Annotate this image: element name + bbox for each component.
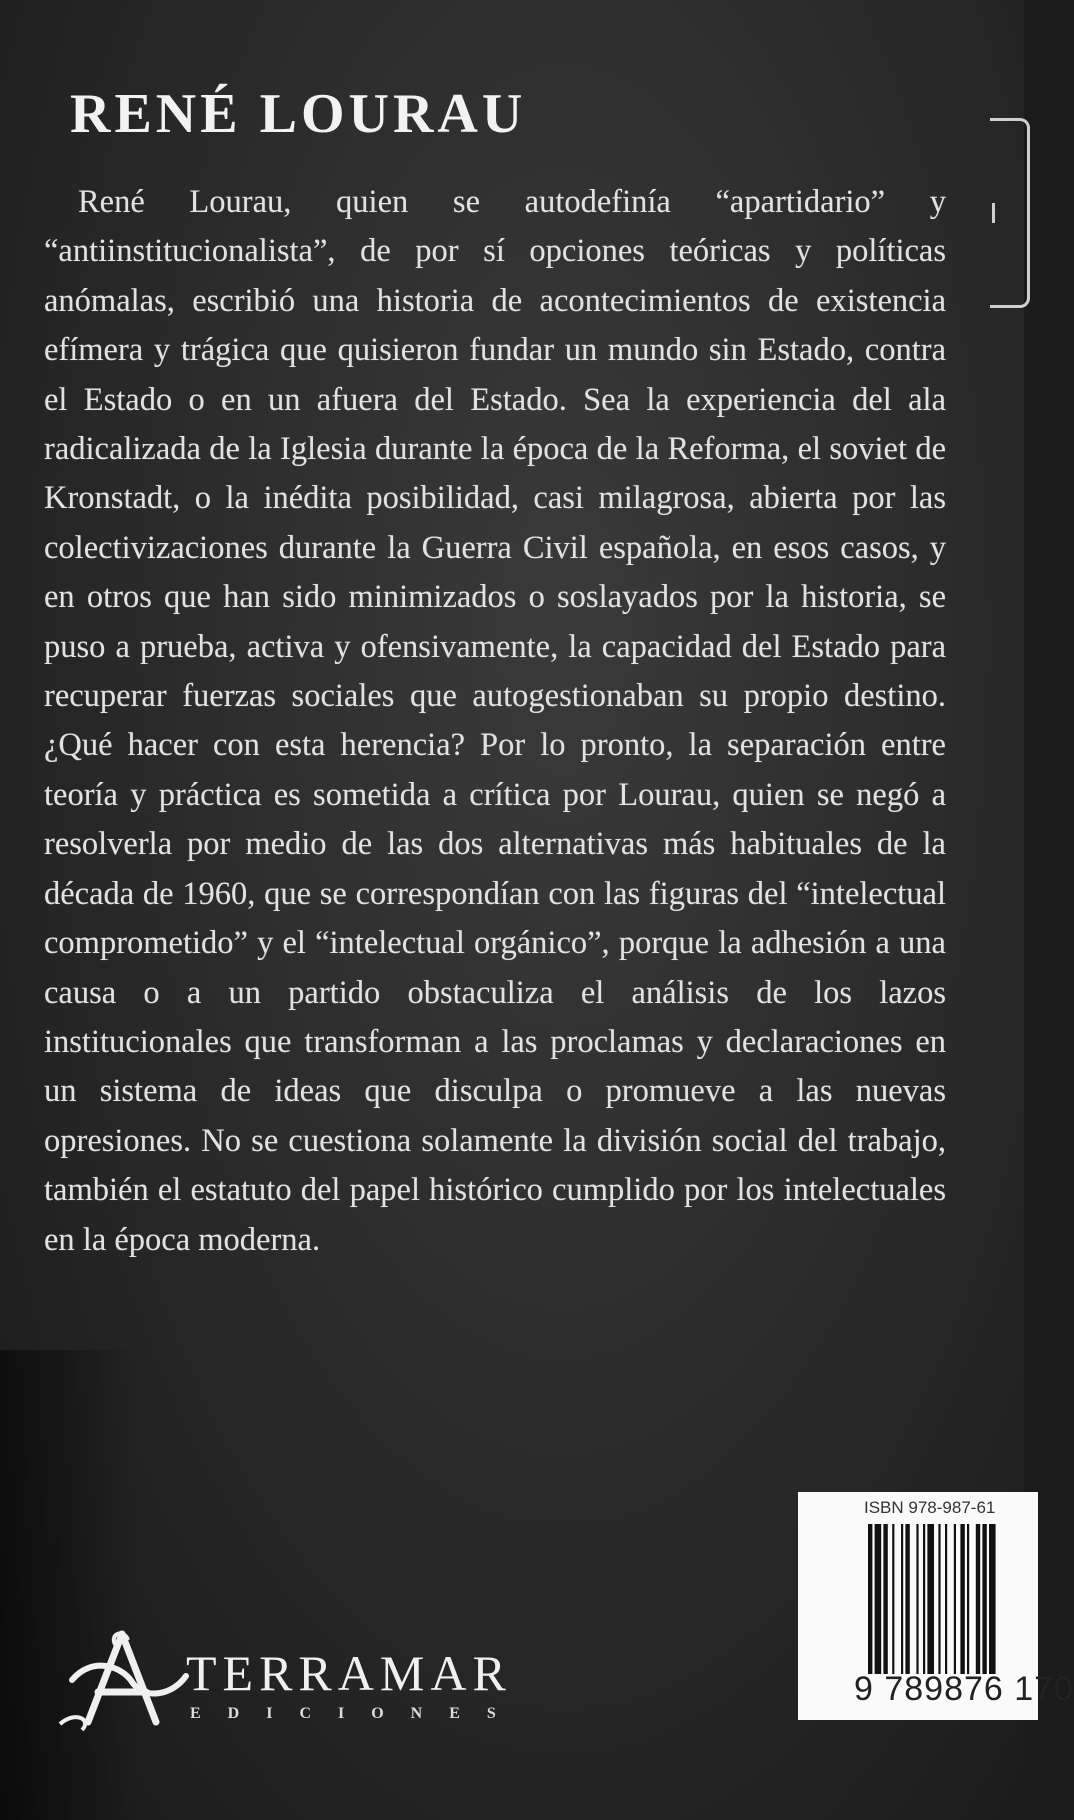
shadow-overlay [0, 1350, 140, 1820]
terramar-logo-icon [52, 1626, 192, 1736]
isbn-barcode [798, 1492, 1074, 1720]
barcode-bar [916, 1524, 918, 1674]
book-blurb: René Lourau, quien se autodefinía “apartidario” y “antiinstitucionalista”, de por sí opciones teóricas y políticas anómalas, escribió una historia de acontecimientos de existencia efímera y trágica que quisieron fundar un mundo sin Estado, contra el Estado o en un afuera del Estado. Sea la experiencia del ala radicalizada de la Iglesia durante la época de la Reforma, el soviet de Kronstadt, o la inédita posibilidad, casi milagrosa, abierta por las colectivizaciones durante la Guerra Civil española, en esos casos, y en otros que han sido minimizados o soslayados por la historia, se puso a prueba, activa y ofensivamente, la capacidad del Estado para recuperar fuerzas sociales que autogestionaban su propio destino. ¿Qué hacer con esta herencia? Por lo pronto, la separación entre teoría y práctica es sometida a crítica por Lourau, quien se negó a resolverla por medio de las dos alternativas más habituales de la década de 1960, que se correspondían con las figuras del “intelectual comprometido” y el “intelectual orgánico”, porque la adhesión a una causa o a un partido obstaculiza el análisis de los lazos institucionales que transforman a las proclamas y declaraciones en un sistema de ideas que disculpa o promueve a las nuevas opresiones. No se cuestiona solamente la división social del trabajo, también el estatuto del papel histórico cumplido por los intelectuales en la época moderna. [44, 184, 946, 1258]
barcode-bars-icon [868, 1524, 1038, 1674]
isbn-digits: 9 789876 170 [854, 1670, 1074, 1708]
barcode-bar [868, 1524, 872, 1674]
barcode-bar [967, 1524, 969, 1674]
barcode-bar [927, 1524, 934, 1674]
barcode-bar [905, 1524, 909, 1674]
barcode-bar [892, 1524, 894, 1674]
barcode-bar [954, 1524, 956, 1674]
barcode-bar [938, 1524, 940, 1674]
barcode-bar [901, 1524, 903, 1674]
barcode-bar [976, 1524, 980, 1674]
barcode-bar [989, 1524, 996, 1674]
publisher-subtitle: EDICIONES [190, 1705, 523, 1722]
barcode-bar [945, 1524, 947, 1674]
barcode-bar [960, 1524, 964, 1674]
barcode-bar [982, 1524, 986, 1674]
isbn-label: ISBN 978-987-61 [864, 1498, 996, 1517]
spine-bracket-ornament [990, 118, 1030, 308]
publisher-name: TERRAMAR [186, 1645, 512, 1701]
barcode-bar [875, 1524, 882, 1674]
barcode-bar [883, 1524, 887, 1674]
author-title: RENÉ LOURAU [70, 83, 527, 145]
barcode-bar [923, 1524, 925, 1674]
